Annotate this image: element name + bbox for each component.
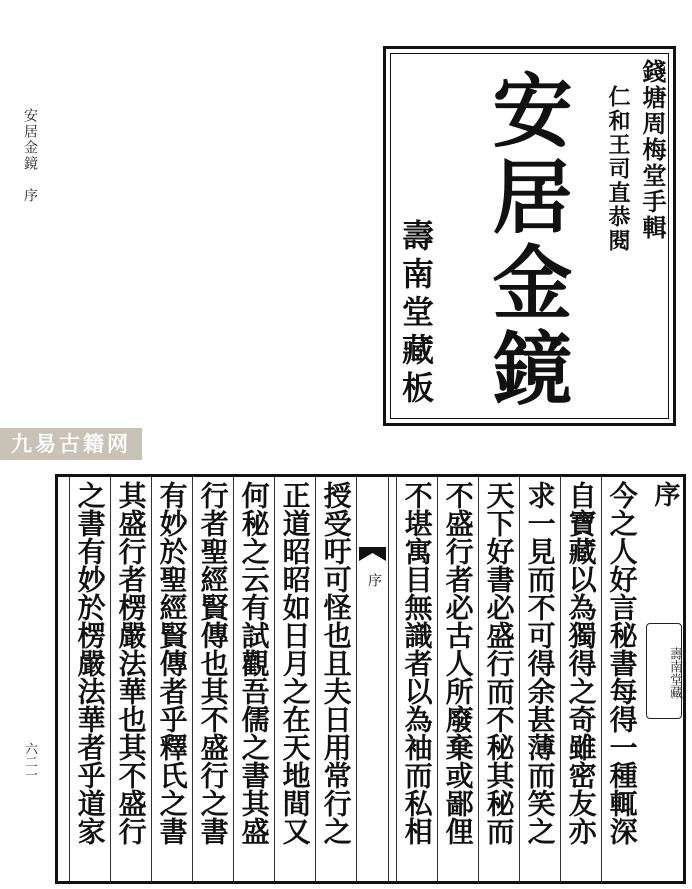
- preface-column-text: 不堪寓目無識者以為袖而私相: [400, 481, 434, 845]
- preface-column: [274, 477, 315, 881]
- preface-column: [110, 477, 151, 881]
- preface-page-frame: [55, 474, 686, 884]
- publisher-imprint: 壽南堂藏板: [397, 219, 435, 409]
- fish-tail-mark-icon: [359, 547, 386, 561]
- preface-column: [560, 477, 601, 881]
- preface-column-text: 今之人好言秘書每得一種輒深: [605, 481, 639, 845]
- preface-column-text: 自寶藏以為獨得之奇雖密友亦: [564, 481, 598, 845]
- preface-column: [437, 477, 478, 881]
- preface-heading: 序: [650, 481, 680, 507]
- preface-column: [192, 477, 233, 881]
- side-page-header: 安居金鏡 序: [22, 108, 38, 204]
- fold-label: 序: [366, 573, 382, 587]
- preface-column-text: 行者聖經賢傳也其不盛行之書: [196, 481, 230, 845]
- book-title: 安居金鏡: [479, 69, 573, 413]
- preface-column-text: 何秘之云有試觀吾儒之書其盛: [237, 481, 271, 845]
- preface-column-text: 有妙於聖經賢傳者乎釋氏之書: [155, 481, 189, 845]
- preface-column: [478, 477, 519, 881]
- page-fold-strip: [356, 477, 389, 881]
- preface-column-text: 天下好書必盛行而不秘其秘而: [482, 481, 516, 845]
- preface-column-text: 不盛行者必古人所廢棄或鄙俚: [441, 481, 475, 845]
- preface-column: [601, 477, 642, 881]
- watermark-banner: 九易古籍网: [0, 428, 142, 460]
- preface-column-text: 其盛行者楞嚴法華也其不盛行: [114, 481, 148, 845]
- preface-column: [315, 477, 356, 881]
- preface-column-text: 正道昭昭如日月之在天地間又: [278, 481, 312, 845]
- preface-column: [151, 477, 192, 881]
- preface-column-text: 求一見而不可得余甚薄而笑之: [523, 481, 557, 845]
- preface-column: [519, 477, 560, 881]
- preface-column: [396, 477, 437, 881]
- side-page-number: 六二一: [22, 742, 37, 781]
- compiler-credit: 錢塘周梅堂手輯: [638, 59, 667, 241]
- preface-column-text: 之書有妙於楞嚴法華者乎道家: [73, 481, 107, 845]
- preface-column: [233, 477, 274, 881]
- editor-credit: 仁和王司直恭閱: [605, 85, 631, 253]
- collector-seal: 壽南堂藏: [646, 623, 682, 719]
- title-page-frame: [383, 46, 676, 426]
- preface-column-text: 授受吁可怪也且夫日用常行之: [319, 481, 353, 845]
- preface-column: [69, 477, 110, 881]
